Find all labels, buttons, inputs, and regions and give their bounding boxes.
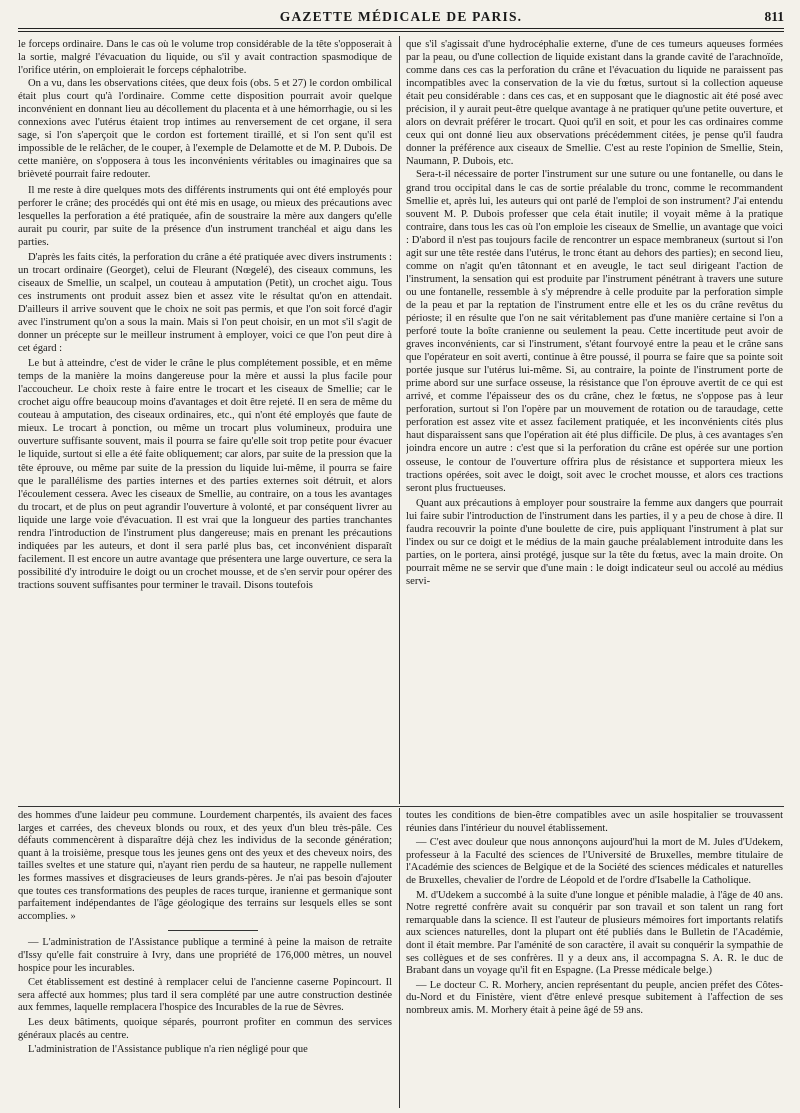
paragraph: On a vu, dans les observations citées, que deux fois (obs. 5 et 27) le cordon ombilical était plus court qu'à l'ordinaire. Comme cette disposition pourrait avoir quelque inconvénient en donnant lieu au décollement du placenta et à une hémorrhagie, ou si les connexions avec l'utérus étaient trop intimes au renversement de cet organe, il sera sage, si l'on s'aperçoit que le cordon est fortement tiraillé, et si l'on sent qu'il est impossible de le relâcher, de le couper, à l'exemple de Delamotte et de M. P. Dubois. De cette manière, on s'opposera à tous les inconvénients véritables ou imaginaires que sa brièveté pourrait faire redouter. [18, 78, 392, 181]
paragraph: que s'il s'agissait d'une hydrocéphalie externe, d'une de ces tumeurs aqueuses formées par la peau, ou d'une collection de liquide existant dans la grande cavité de l'arachnoïde, comme dans ces cas la perforation du crâne et l'évacuation du liquide ne paraissent pas incompatibles avec la conservation de la vie du fœtus, surtout si la collection aqueuse était peu considérable : dans ces cas, et en supposant que le diagnostic ait été posé avec précision, il y aurait peut-être quelque avantage à ne pratiquer qu'une petite ouverture, et alors on devrait préférer le trocart. Quoi qu'il en soit, et pour les cas ordinaires comme ceux qui ont donné lieu aux observations précédemment citées, je pense qu'il faudra donner la préférence aux ciseaux de Smellie. C'est au reste l'opinion de Smellie, Stein, Naumann, P. Dubois, etc. [406, 39, 783, 168]
page-header [18, 6, 784, 30]
paragraph: L'administration de l'Assistance publique n'a rien négligé pour que [28, 1044, 308, 1056]
section-divider [18, 806, 784, 807]
separator-rule [18, 923, 392, 937]
paragraph: Le but à atteindre, c'est de vider le crâne le plus complétement possible, et en même temps de la manière la moins dangereuse pour la mère et aussi la plus facile pour l'accoucheur. Le choix reste à faire entre le trocart et les ciseaux de Smellie; car le crochet aigu offre beaucoup moins d'avantages et doit être rejeté. Il en sera de même du couteau à amputation, des ciseaux ordinaires, etc., qui n'ont été employés que faute de mieux. Le trocart à ponction, ou même un trocart plus volumineux, produira une ouverture suffisante souvent, mais il pourra se faire qu'elle soit trop petite pour évacuer le liquide, surtout si elle a été faite obliquement; car alors, par suite de la pression que la tête éprouve, ou même par suite de la pression du liquide lui-même, il pourra se faire que le parallélisme des parties internes et des parties externes soit détruit, et alors l'écoulement cessera. Avec les ciseaux de Smellie, au contraire, on a tous les avantages du trocart, et de plus on peut agrandir l'ouverture à volonté, et par conséquent livrer au liquide une large voie d'évacuation. Il est vrai que la longueur des parties tranchantes rendra l'introduction de l'instrument plus dangereuse; mais en prenant les précautions indiquées par les auteurs, et dont il sera parlé plus bas, cet inconvénient disparaît facilement. Il est encore un autre avantage que présentera une large ouverture, ce sera la possibilité d'y introduire le doigt ou un crochet mousse, et de s'en servir pour opérer des tractions souvent suffisantes pour terminer le travail. Disons toutefois [18, 358, 392, 591]
paragraph: Il me reste à dire quelques mots des différents instruments qui ont été employés pour perforer le crâne; des procédés qui ont été mis en usage, ou mieux des précautions avec lesquelles la perforation a été pratiquée, afin de soustraire la mère aux dangers qu'elle aurait pu courir, par suite de la présence d'un instrument tranchéal et aigu dans les parties. [18, 184, 392, 248]
news-item: — C'est avec douleur que nous annonçons aujourd'hui la mort de M. Jules d'Udekem, professeur à la Faculté des sciences de l'Université de Bruxelles, membre titulaire de l'Académie des sciences de Belgique et de la Société des sciences médicales et naturelles de Bruxelles, chevalier de l'ordre de Léopold et de l'ordre d'Isabelle la Catholique. [406, 837, 783, 886]
paragraph: Les deux bâtiments, quoique séparés, pourront profiter en commun des services généraux placés au centre. [18, 1016, 392, 1041]
lower-left-column [18, 810, 392, 1108]
paragraph: Sera-t-il nécessaire de porter l'instrument sur une suture ou une fontanelle, ou dans le grand trou occipital dans le cas de sortie préalable du tronc, comme le recommandent Smellie et, après lui, les auteurs qui ont parlé de l'emploi de son instrument? J'ai entendu souvent M. P. Dubois professer que cela était inutile; il voyait même à la pratique contraire, dans tous les cas où l'on emploie les ciseaux de Smellie, un avantage que voici : D'abord il n'est pas toujours facile de rencontrer un espace membraneux (surtout si l'on agit sur une tête restée dans l'utérus, le tronc étant au dehors des parties); en second lieu, comme on n'agit qu'en tâtonnant et en aveugle, le tact seul dirigeant l'action de l'instrument, la sensation qui est produite par l'instrument pénétrant à travers une suture ou une fontanelle, ressemble à s'y méprendre à celle produite par la perforation simple de la peau et par la reptation de l'instrument entre elle et les os du crâne revêtus du périoste; il en résulte que l'on ne sait véritablement pas d'une manière certaine si l'on a perforé toute la boîte cranienne ou seulement la peau. Cette incertitude peut avoir de graves inconvénients, car si l'instrument, s'étant fourvoyé entre la peau et le crâne sans que l'opérateur en soit averti, continue à être poussé, il pourra se faire que sa pointe soit portée jusque sur l'utérus lui-même. Si, au contraire, la pointe de l'instrument porte de prime abord sur une surface osseuse, la résistance que l'on éprouve avertit de ce qui est arrivé, et comme l'épaisseur des os du crâne, chez le fœtus, ne s'oppose pas à leur perforation, surtout si l'on l'opère par un mouvement de rotation ou de taraudage, cette perforation est assez vite et assez facilement pratiquée, et les inconvénients cités plus haut disparaissent sans que l'opération ait été plus difficile. De plus, à ces avantages s'en joindra encore un autre : c'est que si la perforation du crâne est opérée sur une portion osseuse, le contour de l'ouverture offrira plus de résistance et supportera mieux les tractions opérées, soit avec le doigt, soit avec le crochet mousse, et alors ces tractions seront plus fructueuses. [406, 169, 783, 494]
paragraph: des hommes d'une laideur peu commune. Lourdement charpentés, ils avaient des faces larges et carrées, des cheveux blonds ou roux, et des yeux d'un bleu très-pâle. Ces défauts commencèrent à disparaître déjà chez les individus de la seconde génération; quant à la troisième, presque tous les jeunes gens ont des yeux et des cheveux noirs, des tailles sveltes et une stature qui, n'ayant rien perdu de sa hauteur, ne rappelle nullement les formes massives et disgracieuses de leurs grands-pères. Je n'ai pas besoin d'ajouter que toutes ces transformations des peuples de races turque, iranienne et germanique sont parfaitement indépendantes de l'âge géologique des terrains sur lesquels elles se sont accomplies. » [18, 810, 392, 922]
page-number: 811 [764, 9, 784, 24]
paragraph: le forceps ordinaire. Dans le cas où le volume trop considérable de la tête s'opposerait à la sortie, malgré l'évacuation du liquide, ou s'il y avait contraction spasmodique de l'orifice utérin, on emploierait le forceps céphalotribe. [18, 39, 392, 77]
upper-left-column [18, 38, 392, 800]
journal-title: GAZETTE MÉDICALE DE PARIS. [279, 9, 523, 24]
paragraph: Cet établissement est destiné à remplacer celui de l'ancienne caserne Popincourt. Il sera affecté aux hommes; plus tard il sera complété par une autre construction destinée aux femmes, laquelle remplacera l'hospice des Incurables de la rue de Sèvres. [18, 977, 392, 1014]
news-item: — Le docteur C. R. Morhery, ancien représentant du peuple, ancien préfet des Côtes-du-Nord et du Finistère, vient d'être enlevé presque subitement à l'affection de ses nombreux amis. M. Morhery était à peine âgé de 59 ans. [406, 979, 783, 1016]
header-rule [18, 28, 784, 32]
column-divider-upper [399, 36, 400, 804]
paragraph: D'après les faits cités, la perforation du crâne a été pratiquée avec divers instruments : un trocart ordinaire (Georget), celui de Fleurant (Nœgelé), des ciseaux communs, les ciseaux de Smellie, un scalpel, un couteau à amputation (Petit), un crochet aigu. Tous ces instruments ont produit assez bien et assez vite le résultat qu'on en attendait. D'ailleurs il arrive souvent que le choix ne soit pas permis, et que l'on soit forcé d'agir avec l'instrument qu'on a sous la main. Mais si l'on peut choisir, en un mot s'il s'agit de donner un précepte sur le meilleur instrument à employer, voici ce que l'on peut dire à cet égard : [18, 251, 392, 355]
column-divider-lower [399, 808, 400, 1108]
upper-right-column [406, 38, 783, 800]
paragraph: Quant aux précautions à employer pour soustraire la femme aux dangers que pourrait lui faire subir l'introduction de l'instrument dans les parties, il y a peu de chose à dire. Il faudra recouvrir la pointe d'une boulette de cire, puis appliquant l'instrument à plat sur l'index ou sur ce doigt et le médius de la main gauche préalablement introduite dans les parties, on le portera, ainsi protégé, jusque sur la tête du fœtus, avec la main droite. On pourrait même ne se servir que d'une main : le doigt indicateur seul ou accolé au médius servi- [406, 497, 783, 587]
paragraph: toutes les conditions de bien-être compatibles avec un asile hospitalier se trouvassent réunies dans l'intérieur du nouvel établissement. [406, 810, 783, 834]
lower-right-column [406, 810, 783, 1108]
paragraph: M. d'Udekem a succombé à la suite d'une longue et pénible maladie, à l'âge de 40 ans. Notre regretté confrère avait su conquérir par son travail et son talent un rang fort remarquable dans la science. Il est l'auteur de plusieurs mémoires fort importants relatifs aux sciences naturelles, dont la plupart ont été publiés dans le Bulletin de l'Académie, dont il était membre. Par l'aménité de son caractère, il avait su conquérir la sympathie de ses collègues et de ses confrères. Il y a deux ans, il accompagna S. A. R. le duc de Brabant dans un voyage qu'il fit en Espagne. (La Presse médicale belge.) [406, 889, 783, 977]
news-item: — L'administration de l'Assistance publique a terminé à peine la maison de retraite d'Issy qu'elle fait construire à Ivry, dans une propriété de 176,000 mètres, un nouvel hospice pour les incurables. [18, 937, 392, 974]
